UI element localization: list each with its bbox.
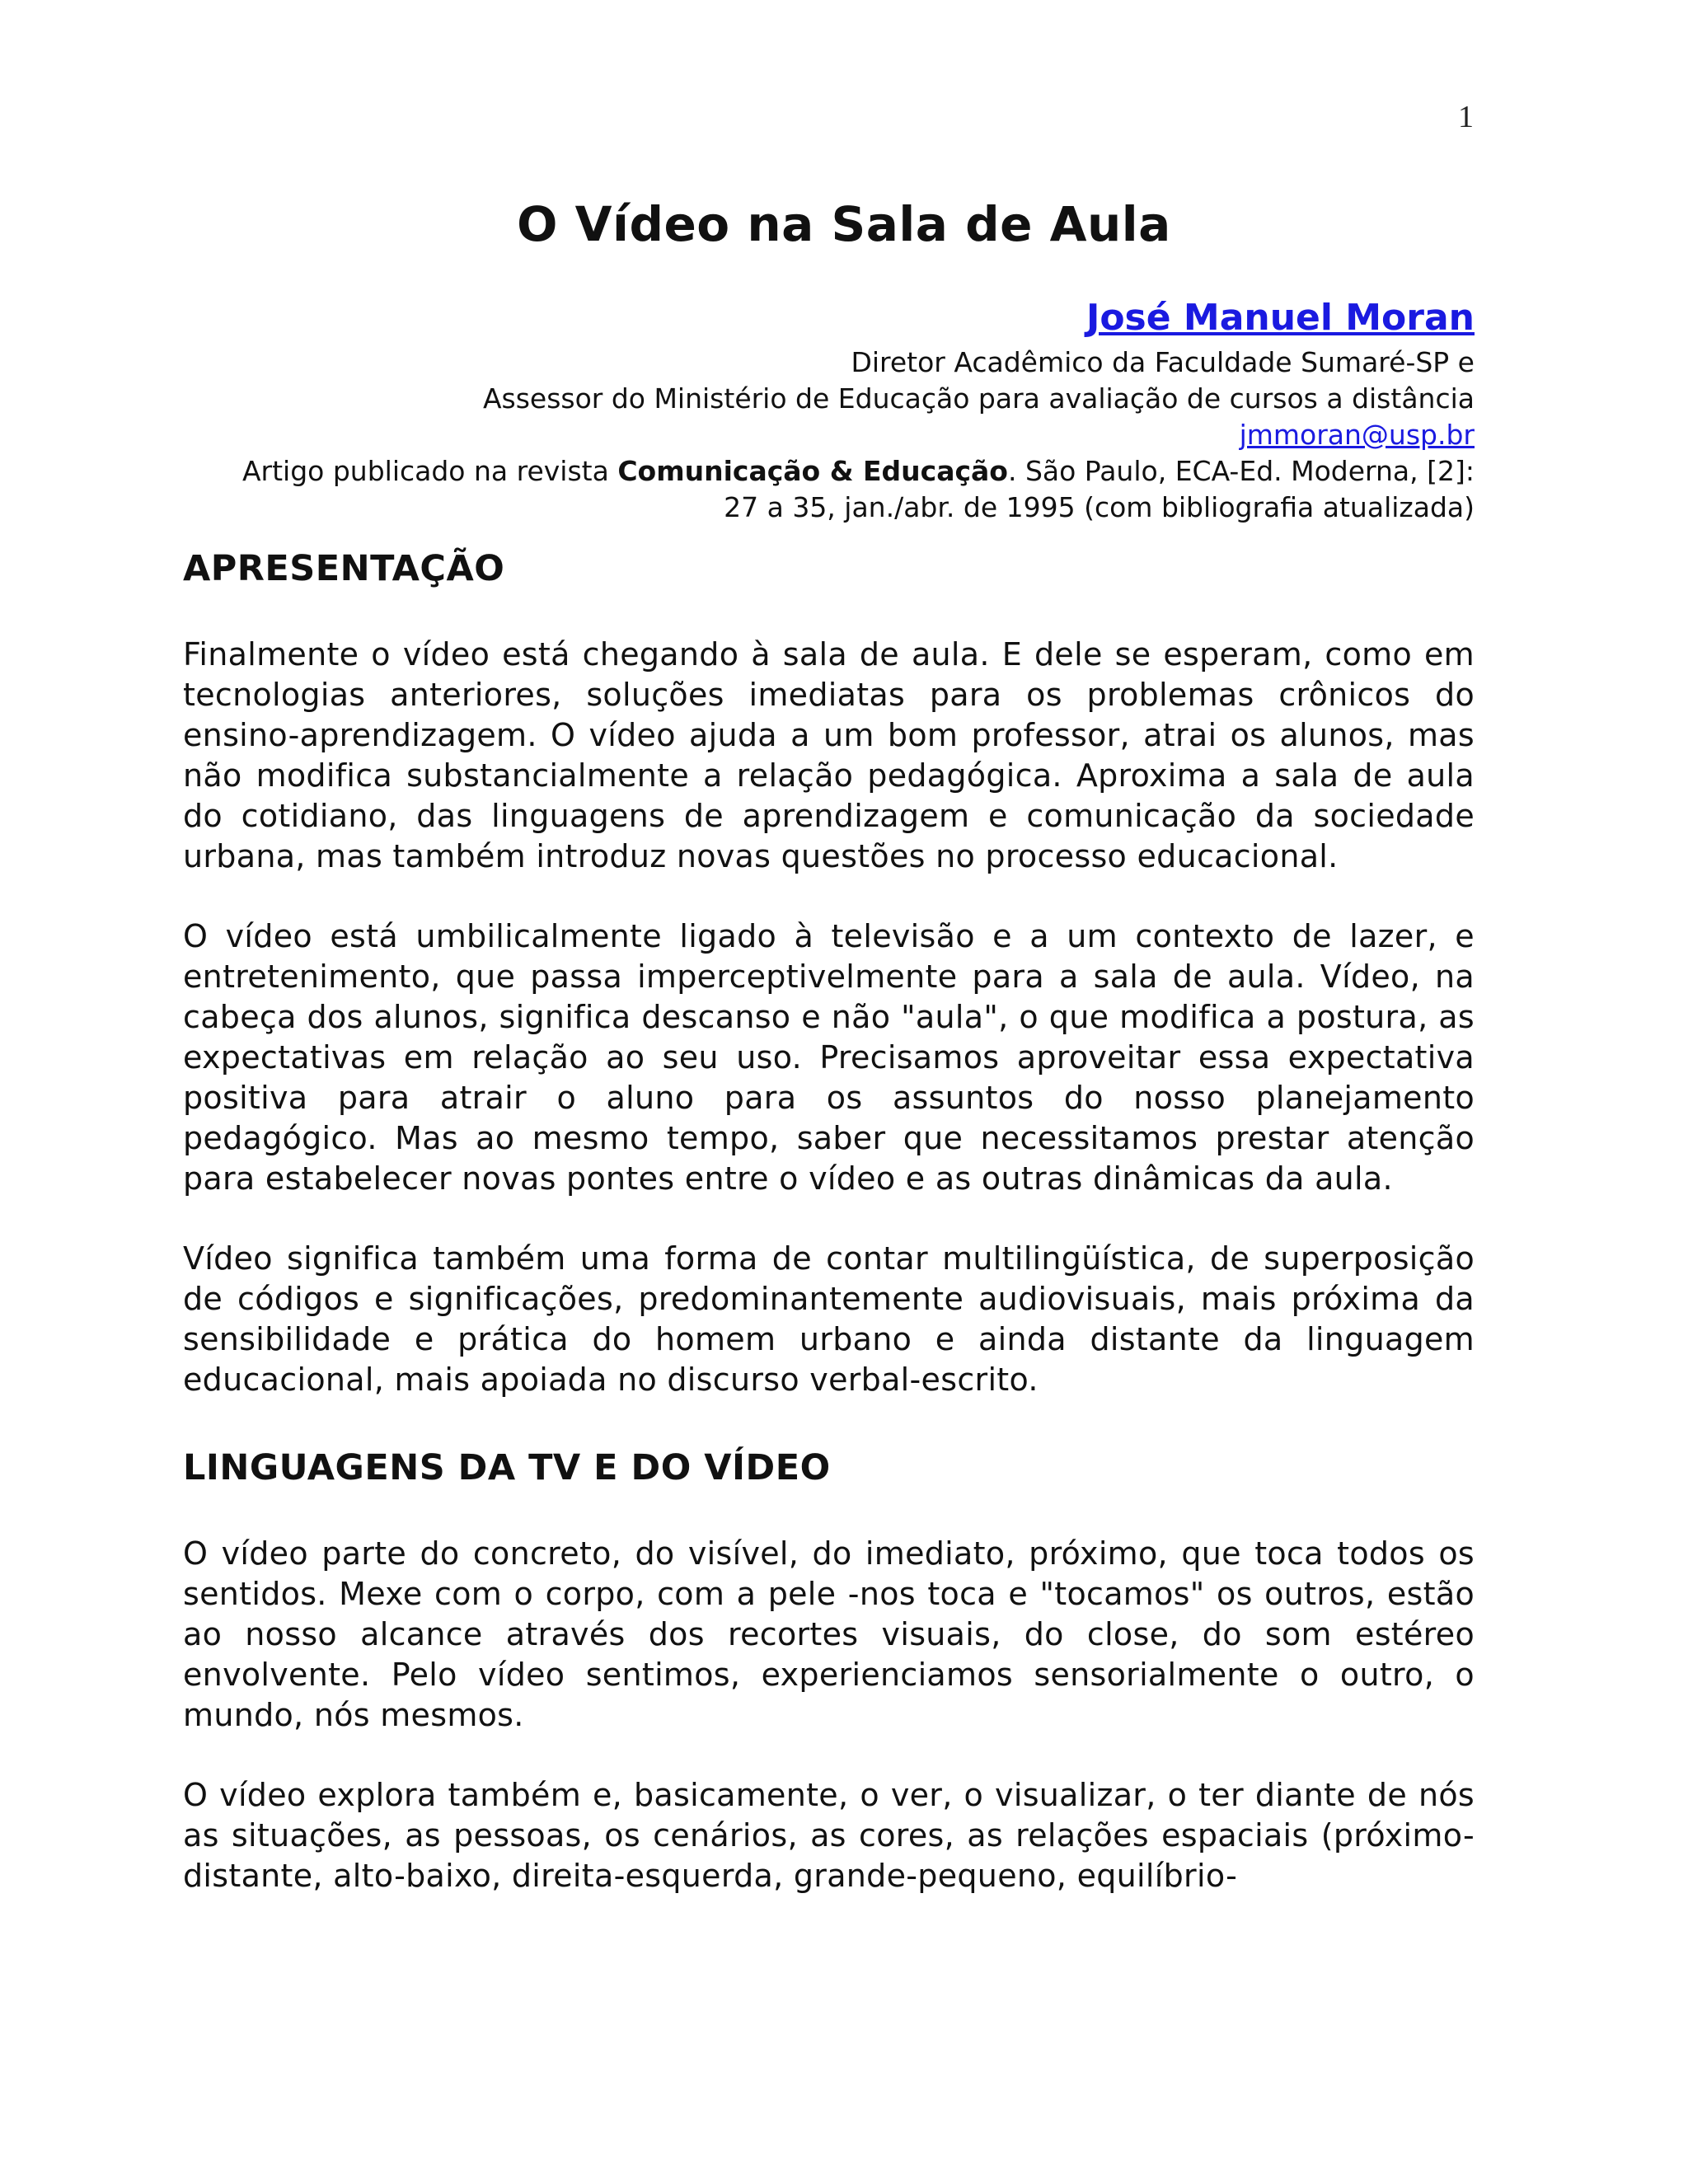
paragraph: O vídeo parte do concreto, do visível, do imediato, próximo, que toca todos os sentidos. Mexe com o corpo, com a pele -nos toca e "tocamos" os outros, estão ao nosso alcance através dos recortes visuais, do close, do som estéreo envolvente. Pelo vídeo sentimos, experienciamos sensorialmente o outro, o mundo, nós mesmos.: [183, 1535, 1475, 1733]
section-heading-linguagens: LINGUAGENS DA TV E DO VÍDEO: [183, 1447, 831, 1488]
paragraph: O vídeo está umbilicalmente ligado à televisão e a um contexto de lazer, e entretenimento, que passa imperceptivelmente para a sala de aula. Vídeo, na cabeça dos alunos, significa descanso e não "aula", o que modifica a postura, as expectativas em relação ao seu uso. Precisamos aproveitar essa expectativa positiva para atrair o aluno para os assuntos do nosso planejamento pedagógico. Mas ao mesmo tempo, saber que necessitamos prestar atenção para estabelecer novas pontes entre o vídeo e as outras dinâmicas da aula.: [183, 918, 1475, 1197]
publication-note-line-2: 27 a 35, jan./abr. de 1995 (com bibliografia atualizada): [724, 491, 1475, 523]
author-link[interactable]: José Manuel Moran: [1085, 297, 1475, 339]
author-affiliation-2: Assessor do Ministério de Educação para avaliação de cursos a distância: [482, 382, 1475, 415]
article-body: [183, 544, 1475, 1936]
document-title: O Vídeo na Sala de Aula: [517, 196, 1171, 252]
page-number: 1: [1458, 100, 1474, 134]
publication-note: [183, 453, 1475, 490]
paragraph: Vídeo significa também uma forma de contar multilingüística, de superposição de códigos e significações, predominantemente audiovisuais, mais próxima da sensibilidade e prática do homem urbano e ainda distante da linguagem educacional, mais apoiada no discurso verbal-escrito.: [183, 1240, 1475, 1398]
paragraph: O vídeo explora também e, basicamente, o ver, o visualizar, o ter diante de nós as situações, as pessoas, os cenários, as cores, as relações espaciais (próximo-distante, alto-baixo, direita-esquerda, grande-pequeno, equilíbrio-: [183, 1777, 1475, 1894]
publication-journal: Comunicação & Educação: [617, 455, 1008, 487]
author-affiliation-1: Diretor Acadêmico da Faculdade Sumaré-SP e: [851, 346, 1475, 378]
author-header: [183, 293, 1475, 526]
section-heading-apresentacao: APRESENTAÇÃO: [183, 548, 505, 589]
publication-prefix: Artigo publicado na revista: [241, 455, 618, 487]
paragraph: Finalmente o vídeo está chegando à sala de aula. E dele se esperam, como em tecnologias anteriores, soluções imediatas para os problemas crônicos do ensino-aprendizagem. O vídeo ajuda a um bom professor, atrai os alunos, mas não modifica substancialmente a relação pedagógica. Aproxima a sala de aula do cotidiano, das linguagens de aprendizagem e comunicação da sociedade urbana, mas também introduz novas questões no processo educacional.: [183, 636, 1475, 874]
publication-suffix: . São Paulo, ECA-Ed. Moderna, [2]:: [1007, 455, 1475, 487]
author-email-link[interactable]: jmmoran@usp.br: [1239, 419, 1475, 451]
